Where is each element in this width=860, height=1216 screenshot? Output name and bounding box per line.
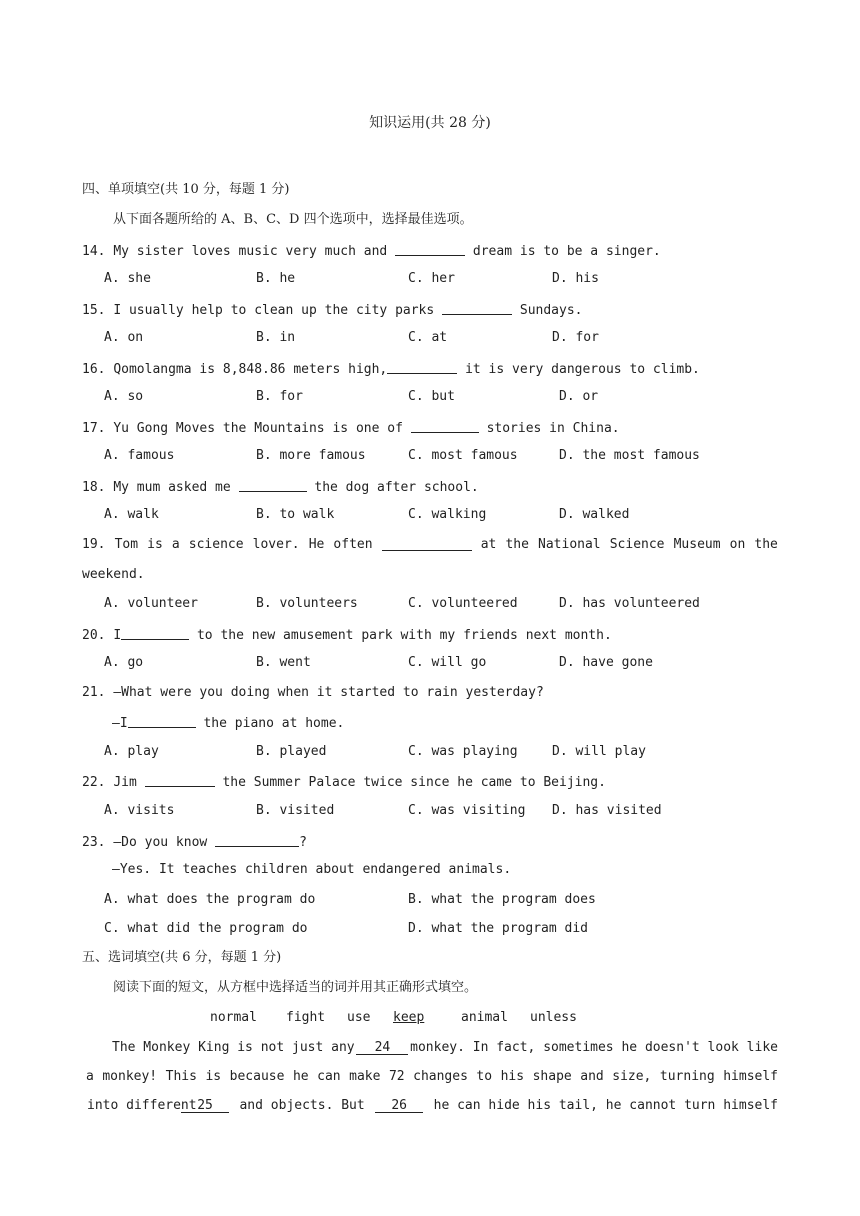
question-16: 16. Qomolangma is 8,848.86 meters high, it is very dangerous to climb. — [82, 362, 700, 377]
answer-blank — [387, 361, 457, 374]
options-21: A. play B. played C. was playing D. will play — [104, 744, 646, 759]
answer-blank — [121, 627, 189, 640]
options-23-row2: C. what did the program do D. what the program did — [104, 921, 589, 936]
part5-heading: 五、选词填空(共 6 分，每题 1 分) — [82, 950, 282, 965]
passage-blank-24: 24 — [356, 1041, 408, 1055]
options-22: A. visits B. visited C. was visiting D. has visited — [104, 803, 662, 818]
options-16: A. so B. for C. but D. or — [104, 389, 599, 404]
question-19-cont: weekend. — [82, 567, 145, 582]
answer-blank — [239, 479, 307, 492]
passage-blank-25: 25 — [181, 1099, 229, 1113]
question-15: 15. I usually help to clean up the city parks Sundays. — [82, 303, 583, 318]
question-23: 23. —Do you know ? — [82, 835, 307, 850]
options-23-row1: A. what does the program do B. what the program does — [104, 892, 596, 907]
answer-blank — [411, 420, 479, 433]
passage-line-3: into different 25 and objects. But 26 he can hide his tail, he cannot turn himself — [87, 1098, 778, 1113]
question-17: 17. Yu Gong Moves the Mountains is one of stories in China. — [82, 421, 620, 436]
part4-instruction: 从下面各题所给的 A、B、C、D 四个选项中，选择最佳选项。 — [113, 212, 473, 227]
options-19: A. volunteer B. volunteers C. volunteered D. has volunteered — [104, 596, 700, 611]
word-bank-item: animal — [461, 1010, 508, 1025]
word-bank-item: use — [347, 1010, 371, 1025]
answer-blank — [395, 243, 465, 256]
section-title: 知识运用(共 28 分) — [369, 115, 491, 131]
passage-blank-26: 26 — [375, 1099, 423, 1113]
question-22: 22. Jim the Summer Palace twice since he came to Beijing. — [82, 775, 606, 790]
question-19: 19. Tom is a science lover. He often at the National Science Museum on the — [82, 537, 778, 552]
answer-blank — [215, 834, 299, 847]
passage-line-2: a monkey! This is because he can make 72 changes to his shape and size, turning himself — [86, 1069, 778, 1084]
passage-line-1: The Monkey King is not just any 24 monkey. In fact, sometimes he doesn't look like — [112, 1040, 778, 1055]
options-14: A. she B. he C. her D. his — [104, 271, 599, 286]
answer-blank — [145, 774, 215, 787]
question-21: 21. —What were you doing when it started to rain yesterday? — [82, 685, 544, 700]
question-23-reply: —Yes. It teaches children about endangered animals. — [112, 862, 512, 877]
answer-blank — [382, 538, 472, 551]
part4-heading: 四、单项填空(共 10 分，每题 1 分) — [82, 182, 290, 197]
word-bank-item: keep — [393, 1010, 425, 1025]
word-bank-item: fight — [286, 1010, 326, 1025]
word-bank-item: normal — [210, 1010, 257, 1025]
question-18: 18. My mum asked me the dog after school. — [82, 480, 479, 495]
question-20: 20. I to the new amusement park with my friends next month. — [82, 628, 612, 643]
word-bank — [210, 1011, 577, 1024]
options-18: A. walk B. to walk C. walking D. walked — [104, 507, 630, 522]
part5-instruction: 阅读下面的短文，从方框中选择适当的词并用其正确形式填空。 — [113, 980, 478, 995]
options-15: A. on B. in C. at D. for — [104, 330, 599, 345]
options-17: A. famous B. more famous C. most famous D. the most famous — [104, 448, 700, 463]
answer-blank — [128, 715, 196, 728]
answer-blank — [442, 302, 512, 315]
options-20: A. go B. went C. will go D. have gone — [104, 655, 653, 670]
word-bank-item: unless — [530, 1010, 577, 1025]
question-21-answer: —I the piano at home. — [112, 716, 345, 731]
question-14: 14. My sister loves music very much and dream is to be a singer. — [82, 244, 661, 259]
